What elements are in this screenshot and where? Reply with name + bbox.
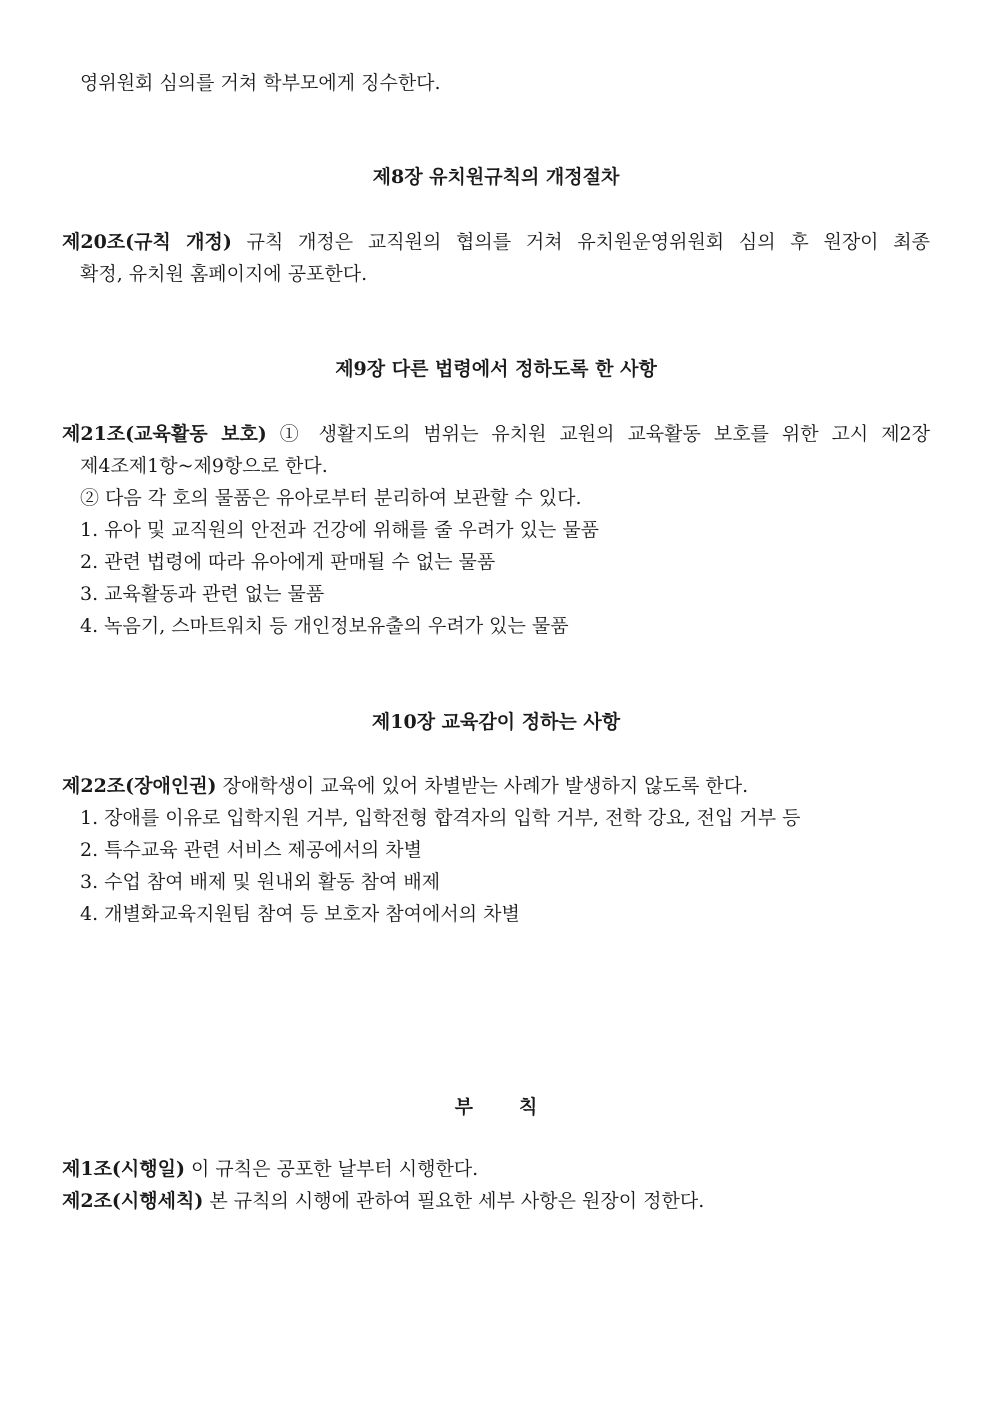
- addenda-article-2: [62, 1190, 704, 1212]
- article-21-line-2: 제4조제1항~제9항으로 한다.: [80, 455, 328, 477]
- addenda-article-1-title: 제1조(시행일): [62, 1158, 185, 1180]
- addenda-article-1-text: 이 규칙은 공포한 날부터 시행한다.: [191, 1158, 479, 1180]
- article-22-line-1: [62, 775, 748, 797]
- addenda-article-1: [62, 1158, 478, 1180]
- article-21-title: 제21조(교육활동 보호): [62, 423, 267, 445]
- article-22-item-1: 1. 장애를 이유로 입학지원 거부, 입학전형 합격자의 입학 거부, 전학 강요, 전입 거부 등: [80, 807, 801, 829]
- article-20-title: 제20조(규칙 개정): [62, 231, 232, 253]
- article-21-item-4: 4. 녹음기, 스마트워치 등 개인정보유출의 우려가 있는 물품: [80, 615, 569, 637]
- article-21-item-1: 1. 유아 및 교직원의 안전과 건강에 위해를 줄 우려가 있는 물품: [80, 519, 600, 541]
- addenda-article-2-text: 본 규칙의 시행에 관하여 필요한 세부 사항은 원장이 정한다.: [209, 1190, 705, 1212]
- article-20-line-2: 확정, 유치원 홈페이지에 공포한다.: [80, 263, 368, 285]
- article-21-item-3: 3. 교육활동과 관련 없는 물품: [80, 583, 325, 605]
- addenda-article-2-title: 제2조(시행세칙): [62, 1190, 204, 1212]
- addenda-heading-text: 부칙: [454, 1096, 584, 1118]
- previous-article-continuation: 영위원회 심의를 거쳐 학부모에게 징수한다.: [80, 72, 441, 94]
- chapter-8-heading: 제8장 유치원규칙의 개정절차: [372, 166, 620, 188]
- article-22-item-3: 3. 수업 참여 배제 및 원내외 활동 참여 배제: [80, 871, 441, 893]
- article-21-paragraph-2: ② 다음 각 호의 물품은 유아로부터 분리하여 보관할 수 있다.: [80, 487, 582, 509]
- article-22-item-4: 4. 개별화교육지원팀 참여 등 보호자 참여에서의 차별: [80, 903, 520, 925]
- addenda-heading: [0, 1096, 992, 1118]
- chapter-10-heading: 제10장 교육감이 정하는 사항: [371, 711, 621, 733]
- article-21-line-1: [62, 423, 930, 445]
- article-22-item-2: 2. 특수교육 관련 서비스 제공에서의 차별: [80, 839, 422, 861]
- chapter-9-heading: 제9장 다른 법령에서 정하도록 한 사항: [335, 358, 657, 380]
- article-21-text-1: ① 생활지도의 범위는 유치원 교원의 교육활동 보호를 위한 고시 제2장: [279, 423, 930, 445]
- article-20-text-1: 규칙 개정은 교직원의 협의를 거쳐 유치원운영위원회 심의 후 원장이 최종: [246, 231, 930, 253]
- article-20-line-1: [62, 231, 930, 253]
- article-21-item-2: 2. 관련 법령에 따라 유아에게 판매될 수 없는 물품: [80, 551, 496, 573]
- article-22-text-1: 장애학생이 교육에 있어 차별받는 사례가 발생하지 않도록 한다.: [222, 775, 749, 797]
- article-22-title: 제22조(장애인권): [62, 775, 217, 797]
